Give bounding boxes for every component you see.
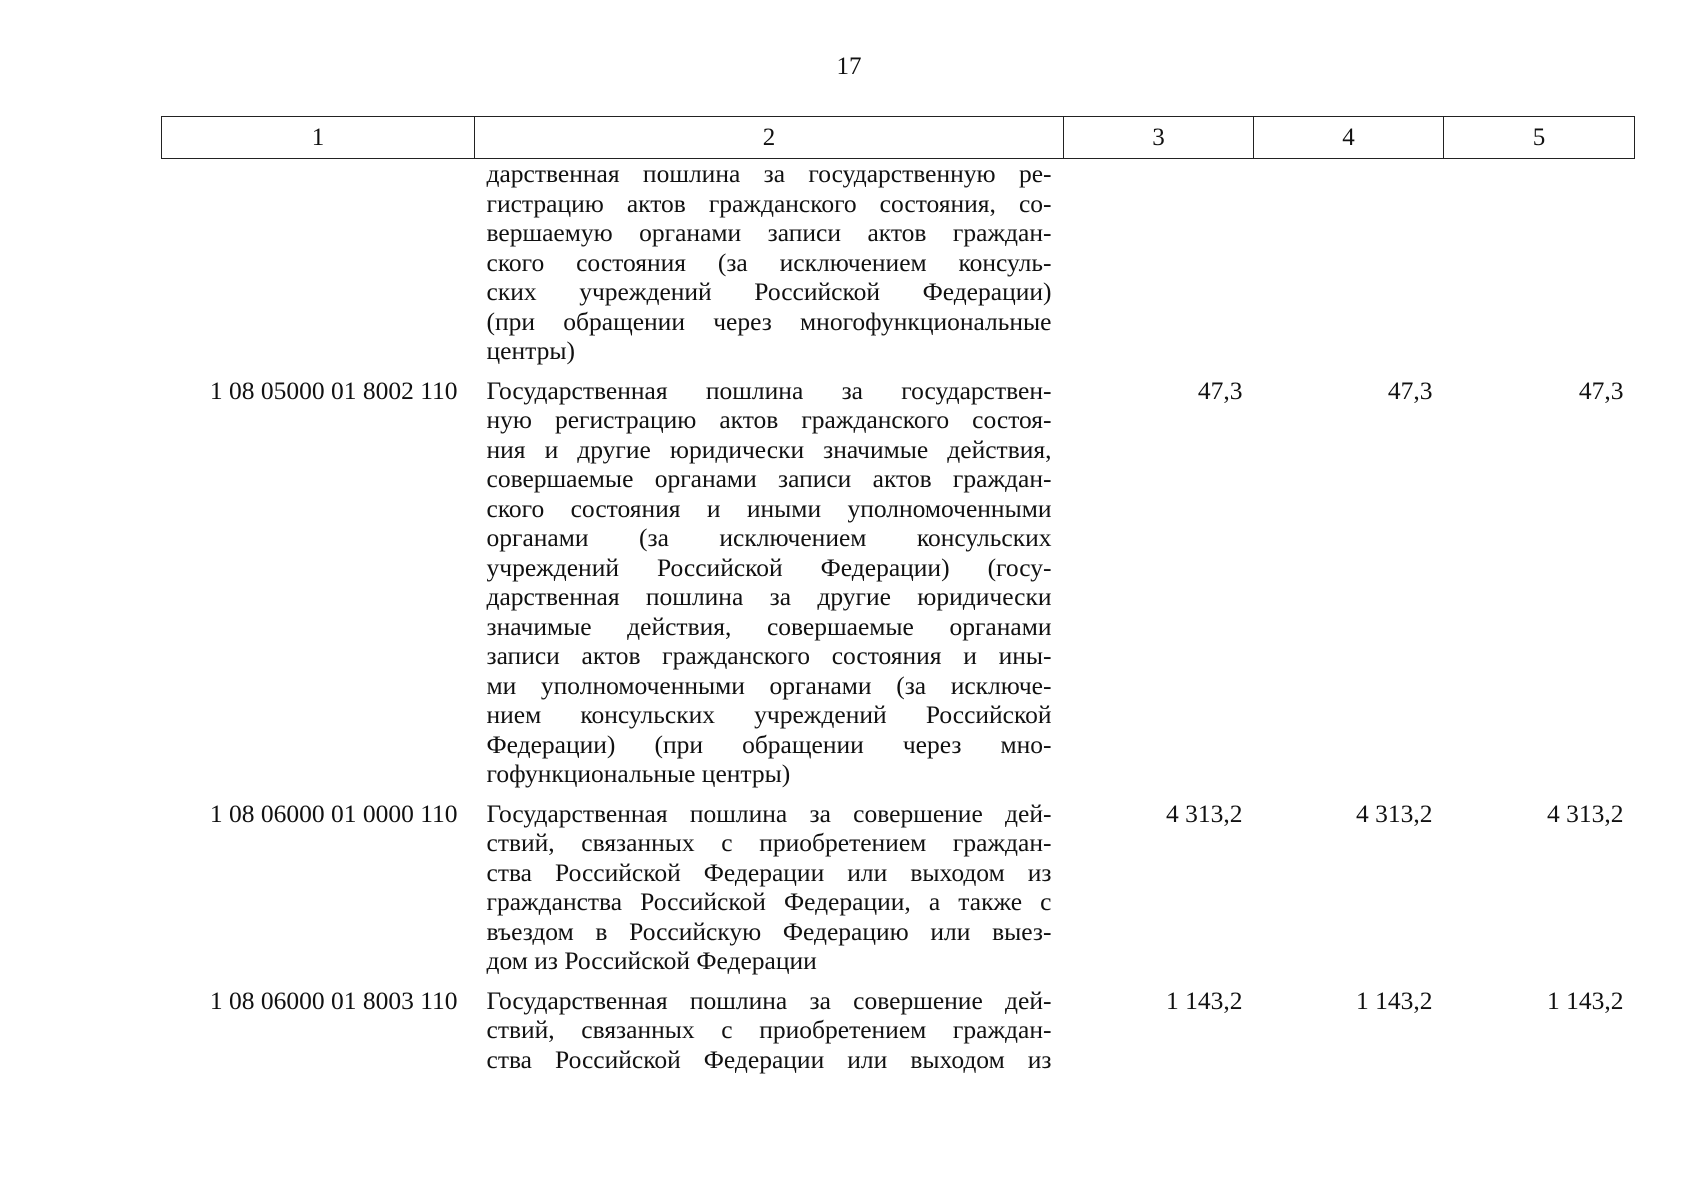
value-col-4: 47,3 bbox=[1387, 375, 1433, 405]
description-line: нием консульских учреждений Российской bbox=[486, 700, 1052, 729]
budget-code: 1 08 06000 01 8003 110 bbox=[209, 985, 458, 1015]
header-col-1: 1 bbox=[162, 117, 475, 159]
value-col-5: 1 143,2 bbox=[1547, 985, 1624, 1015]
budget-table bbox=[161, 116, 1635, 1074]
header-col-5: 5 bbox=[1444, 117, 1635, 159]
description-line: совершаемые органами записи актов граждан- bbox=[486, 464, 1052, 493]
value-col-5: 4 313,2 bbox=[1547, 798, 1624, 828]
description bbox=[475, 976, 1064, 1075]
description-line: Государственная пошлина за совершение дей- bbox=[486, 985, 1052, 1015]
description-line: учреждений Российской Федерации) (госу- bbox=[486, 552, 1052, 582]
value-col-3: 47,3 bbox=[1197, 375, 1243, 405]
description-line: ского состояния (за исключением консуль- bbox=[486, 247, 1052, 277]
description-line: ми уполномоченными органами (за исключе- bbox=[486, 670, 1052, 700]
description-line: гофункциональные центры) bbox=[486, 759, 791, 788]
description-line: Федерации) (при обращении через мно- bbox=[486, 729, 1052, 759]
description-line: дарственная пошлина за государственную ре- bbox=[486, 159, 1052, 188]
description-line: ствий, связанных с приобретением граждан- bbox=[486, 828, 1052, 857]
table-row bbox=[162, 789, 1635, 976]
description-line: ния и другие юридически значимые действия, bbox=[486, 434, 1052, 464]
header-col-2: 2 bbox=[475, 117, 1064, 159]
description-line: дарственная пошлина за другие юридически bbox=[486, 582, 1052, 611]
value-col-3: 4 313,2 bbox=[1166, 798, 1243, 828]
budget-code: 1 08 06000 01 0000 110 bbox=[209, 798, 458, 828]
table-row bbox=[162, 366, 1635, 789]
description-line: органами (за исключением консульских bbox=[486, 523, 1052, 552]
description-line: Государственная пошлина за государствен- bbox=[486, 375, 1052, 405]
value-col-4: 4 313,2 bbox=[1356, 798, 1433, 828]
description-line: значимые действия, совершаемые органами bbox=[486, 611, 1052, 641]
description-line: Государственная пошлина за совершение дей- bbox=[486, 798, 1052, 828]
description-line: дом из Российской Федерации bbox=[486, 946, 817, 975]
header-col-3: 3 bbox=[1064, 117, 1254, 159]
description bbox=[475, 159, 1064, 366]
table-row bbox=[162, 159, 1635, 366]
page-number: 17 bbox=[836, 53, 862, 80]
budget-table-container bbox=[161, 116, 1634, 1074]
value-col-3 bbox=[1064, 159, 1254, 366]
value-col-3: 1 143,2 bbox=[1166, 985, 1243, 1015]
description-line: вершаемую органами записи актов граждан- bbox=[486, 218, 1052, 247]
description-line: (при обращении через многофункциональные bbox=[486, 306, 1052, 336]
description-line: ских учреждений Российской Федерации) bbox=[486, 277, 1052, 306]
value-col-4: 1 143,2 bbox=[1356, 985, 1433, 1015]
description-line: записи актов гражданского состояния и ины- bbox=[486, 641, 1052, 670]
budget-code: 1 08 05000 01 8002 110 bbox=[209, 375, 458, 405]
description-line: ского состояния и иными уполномоченными bbox=[486, 493, 1052, 523]
table-row bbox=[162, 976, 1635, 1075]
table-body bbox=[162, 159, 1635, 1075]
description bbox=[475, 366, 1064, 789]
description-line: ствий, связанных с приобретением граждан- bbox=[486, 1015, 1052, 1044]
table-header bbox=[162, 117, 1635, 159]
value-col-5 bbox=[1444, 159, 1635, 366]
description-line: центры) bbox=[486, 336, 575, 365]
description-line: ную регистрацию актов гражданского состоя- bbox=[486, 405, 1052, 434]
header-row bbox=[162, 117, 1635, 159]
description-line: гистрацию актов гражданского состояния, со- bbox=[486, 188, 1052, 218]
description-line: гражданства Российской Федерации, а также с bbox=[486, 887, 1052, 916]
description-line: въездом в Российскую Федерацию или выез- bbox=[486, 916, 1052, 946]
budget-code bbox=[162, 159, 475, 366]
value-col-5: 47,3 bbox=[1578, 375, 1624, 405]
description-line: ства Российской Федерации или выходом из bbox=[486, 857, 1052, 887]
description bbox=[475, 789, 1064, 976]
description-line: ства Российской Федерации или выходом из bbox=[486, 1044, 1052, 1074]
value-col-4 bbox=[1254, 159, 1444, 366]
header-col-4: 4 bbox=[1254, 117, 1444, 159]
